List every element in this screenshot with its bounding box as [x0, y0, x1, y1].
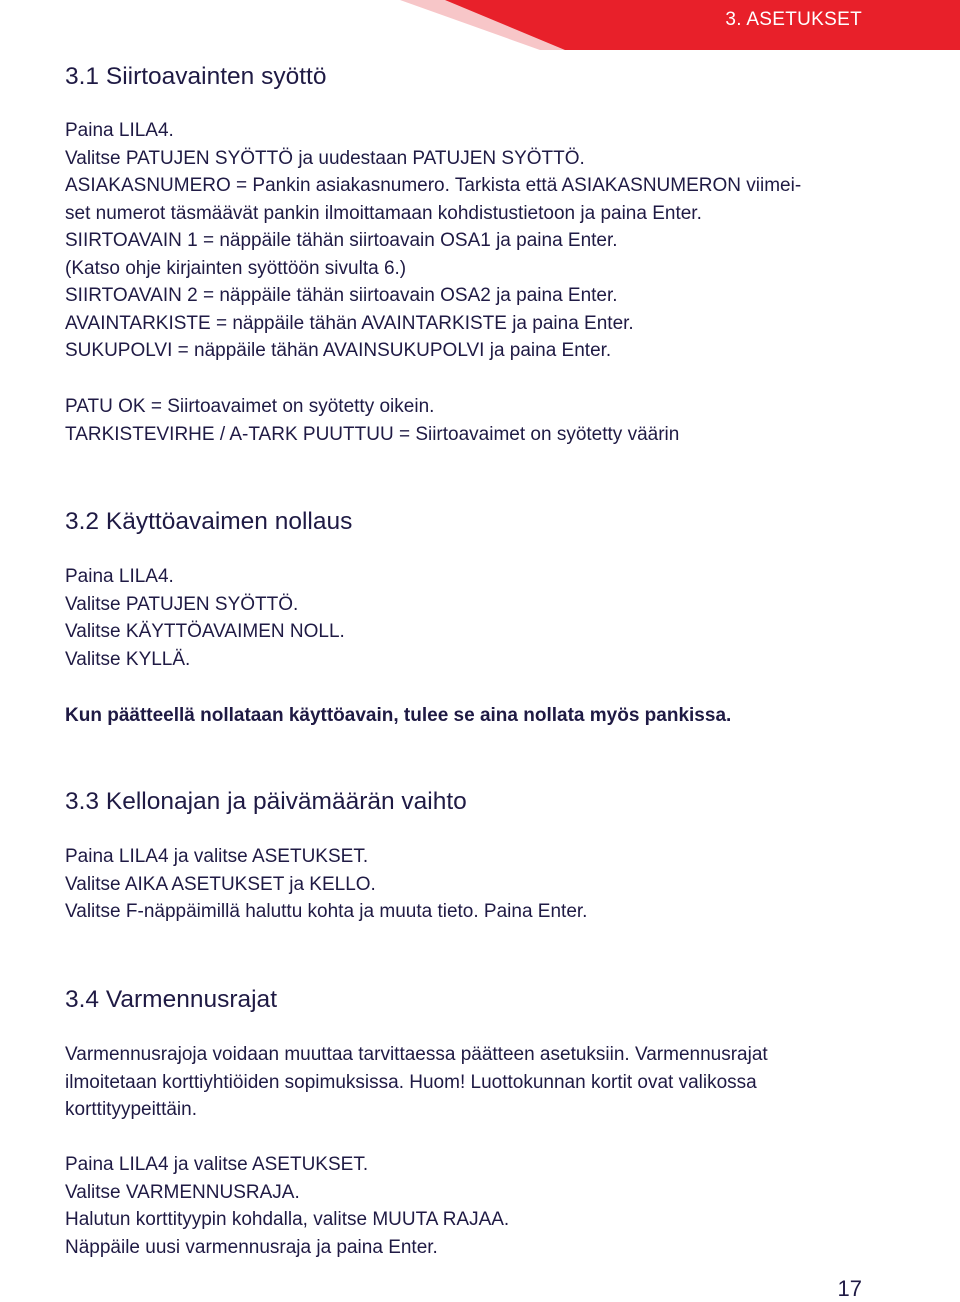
text-line: Halutun korttityypin kohdalla, valitse MUUTA RAJAA.: [65, 1209, 510, 1230]
text-line: SUKUPOLVI = näppäile tähän AVAINSUKUPOLVI ja paina Enter.: [65, 340, 612, 361]
text-line: AVAINTARKISTE = näppäile tähän AVAINTARKISTE ja paina Enter.: [65, 312, 634, 334]
text-line: Valitse AIKA ASETUKSET ja KELLO.: [65, 873, 376, 895]
section-3-4-steps: [65, 1151, 875, 1261]
text-line: SIIRTOAVAIN 1 = näppäile tähän siirtoavain OSA1 ja paina Enter.: [65, 230, 618, 251]
text-line: korttityypeittäin.: [65, 1099, 197, 1120]
text-line: PATU OK = Siirtoavaimet on syötetty oikein.: [65, 396, 435, 417]
text-line: Varmennusrajoja voidaan muuttaa tarvittaessa päätteen asetuksiin. Varmennusrajat: [65, 1044, 768, 1065]
text-line: Näppäile uusi varmennusraja ja paina Enter.: [65, 1236, 438, 1258]
section-title-3-1: 3.1 Siirtoavainten syöttö: [65, 63, 327, 90]
page-number: 17: [837, 1276, 862, 1301]
text-line: Paina LILA4 ja valitse ASETUKSET.: [65, 1154, 369, 1175]
text-line: ilmoitetaan korttiyhtiöiden sopimuksissa. Huom! Luottokunnan kortit ovat valikossa: [65, 1071, 757, 1093]
text-line: Valitse PATUJEN SYÖTTÖ.: [65, 593, 299, 615]
text-line: Valitse F-näppäimillä haluttu kohta ja muuta tieto. Paina Enter.: [65, 901, 588, 922]
section-3-4-description: [65, 1041, 875, 1124]
text-line: SIIRTOAVAIN 2 = näppäile tähän siirtoavain OSA2 ja paina Enter.: [65, 285, 618, 306]
section-title-3-2: 3.2 Käyttöavaimen nollaus: [65, 508, 353, 535]
section-3-1-results: [65, 393, 875, 448]
text-line: ASIAKASNUMERO = Pankin asiakasnumero. Tarkista että ASIAKASNUMERON viimei-: [65, 175, 802, 196]
section-3-1-steps: [65, 117, 875, 365]
text-line: Valitse KÄYTTÖAVAIMEN NOLL.: [65, 621, 345, 642]
section-title-3-3: 3.3 Kellonajan ja päivämäärän vaihto: [65, 788, 467, 815]
text-line: Paina LILA4 ja valitse ASETUKSET.: [65, 846, 369, 867]
section-title-3-4: 3.4 Varmennusrajat: [65, 986, 277, 1013]
text-line: Valitse VARMENNUSRAJA.: [65, 1181, 300, 1203]
text-line: Valitse PATUJEN SYÖTTÖ ja uudestaan PATUJEN SYÖTTÖ.: [65, 147, 585, 169]
text-line: Valitse KYLLÄ.: [65, 648, 191, 670]
text-line: (Katso ohje kirjainten syöttöön sivulta 6.): [65, 257, 407, 279]
text-line: set numerot täsmäävät pankin ilmoittamaan kohdistustietoon ja paina Enter.: [65, 202, 702, 224]
chapter-banner: [0, 0, 960, 50]
warning-text: Kun päätteellä nollataan käyttöavain, tulee se aina nollata myös pankissa.: [65, 705, 732, 726]
text-line: Paina LILA4.: [65, 120, 174, 141]
section-3-2-warning: [65, 702, 875, 730]
text-line: TARKISTEVIRHE / A-TARK PUUTTUU = Siirtoavaimet on syötetty väärin: [65, 423, 680, 445]
chapter-label: 3. ASETUKSET: [725, 9, 862, 30]
text-line: Paina LILA4.: [65, 566, 174, 587]
section-3-2-steps: [65, 563, 875, 673]
section-3-3-steps: [65, 843, 875, 926]
